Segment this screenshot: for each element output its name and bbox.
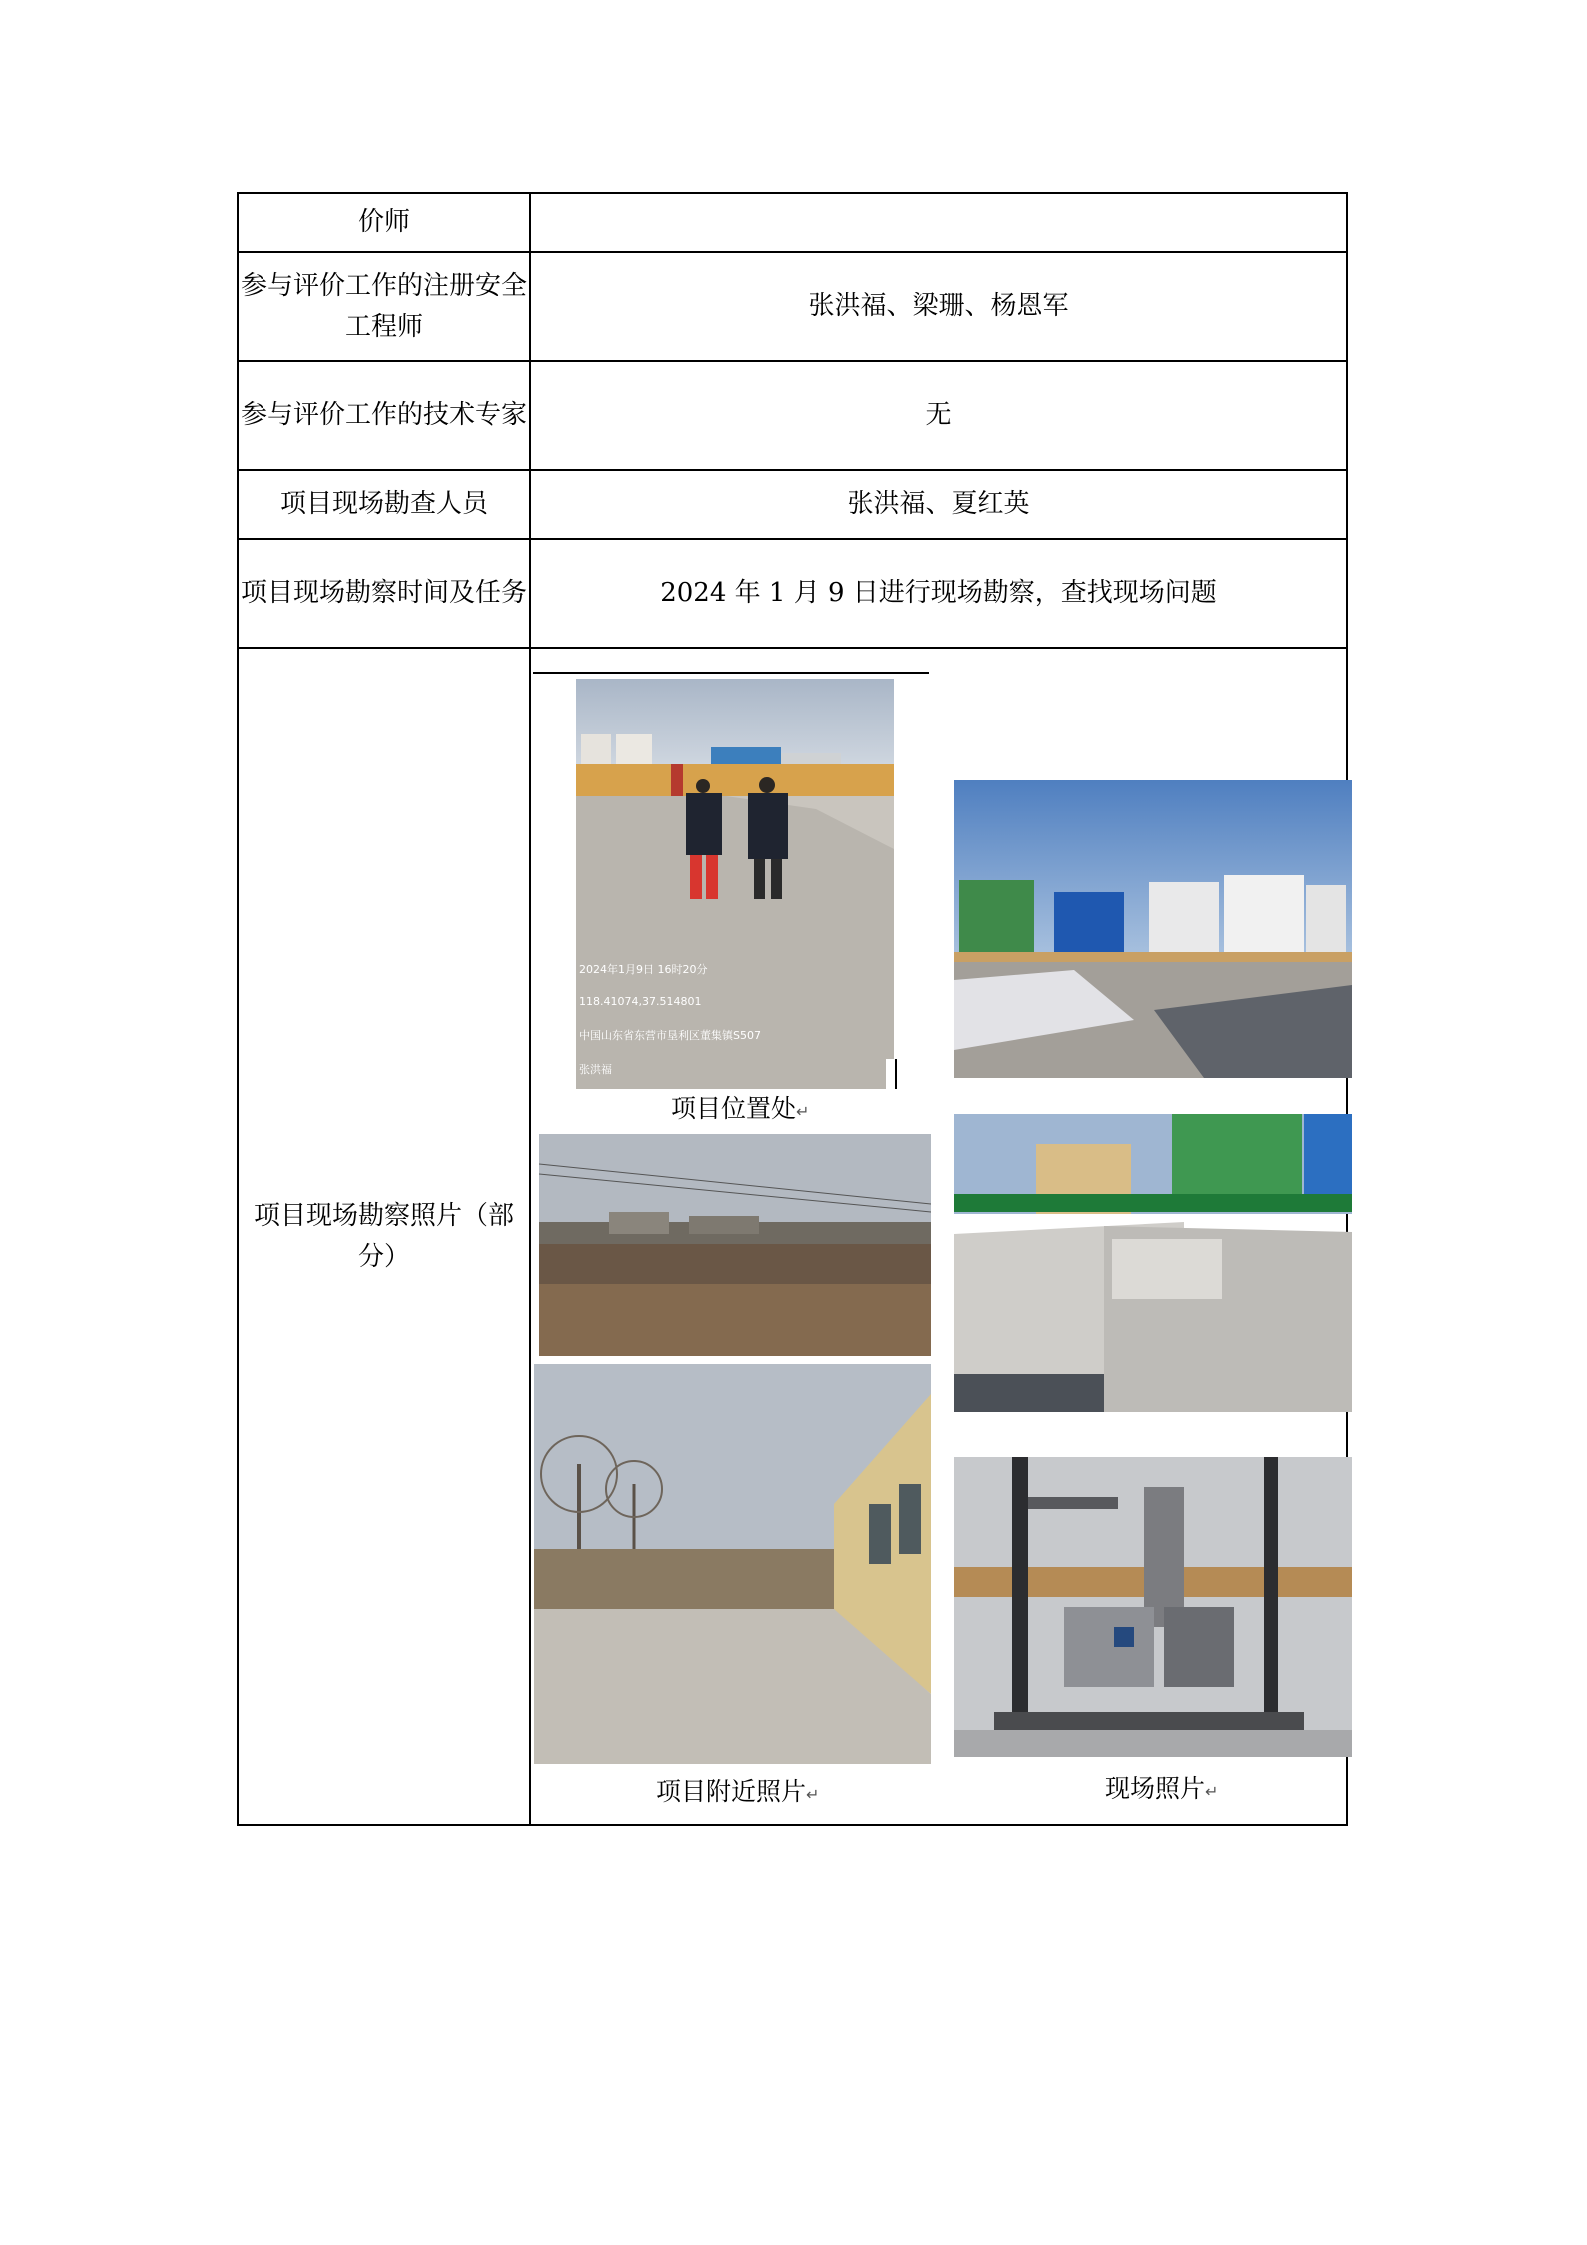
photo-area <box>531 649 1353 1824</box>
row-value <box>530 193 1347 252</box>
table-row <box>238 193 1347 252</box>
row-label: 项目现场勘察时间及任务 <box>238 539 530 648</box>
photo-tanks <box>954 780 1352 1078</box>
row-label: 参与评价工作的技术专家 <box>238 361 530 470</box>
watermark-address: 中国山东省东营市垦利区董集镇S507 <box>579 1029 761 1042</box>
watermark-datetime: 2024年1月9日 16时20分 <box>579 963 708 976</box>
watermark-person: 张洪福 <box>579 1063 612 1076</box>
row-value: 张洪福、梁珊、杨恩军 <box>530 252 1347 361</box>
table-row <box>238 361 1347 470</box>
caption-nearby <box>656 1777 819 1810</box>
return-mark: ↵ <box>796 1102 810 1121</box>
caption-site <box>1105 1774 1218 1807</box>
watermark-coords: 118.41074,37.514801 <box>579 995 702 1008</box>
row-value: 无 <box>530 361 1347 470</box>
photo-piping <box>954 1457 1352 1757</box>
caption-nearby-text: 项目附近照片 <box>656 1777 807 1806</box>
row-label: 价师 <box>238 193 530 252</box>
table-row <box>238 252 1347 361</box>
photo-location <box>576 679 894 1089</box>
row-label: 参与评价工作的注册安全工程师 <box>238 252 530 361</box>
photo-concrete-pool <box>954 1114 1352 1412</box>
return-mark: ↵ <box>806 1785 820 1804</box>
photo-courtyard <box>534 1364 931 1764</box>
photo-watermark <box>576 679 894 1089</box>
table-row-photos <box>238 648 1347 1825</box>
row-label: 项目现场勘察照片（部分） <box>238 648 530 1825</box>
evaluation-info-table <box>237 192 1348 1826</box>
inner-table-line <box>533 672 929 674</box>
text-cursor-mark <box>895 1059 897 1089</box>
row-label: 项目现场勘查人员 <box>238 470 530 539</box>
table-row <box>238 539 1347 648</box>
row-value: 2024 年 1 月 9 日进行现场勘察，查找现场问题 <box>530 539 1347 648</box>
row-value: 张洪福、夏红英 <box>530 470 1347 539</box>
table-row <box>238 470 1347 539</box>
caption-location-text: 项目位置处 <box>671 1094 797 1123</box>
caption-location <box>671 1094 809 1127</box>
return-mark: ↵ <box>1205 1782 1219 1801</box>
photo-cell <box>530 648 1347 1825</box>
photo-farmland <box>539 1134 931 1356</box>
caption-site-text: 现场照片 <box>1105 1774 1206 1803</box>
